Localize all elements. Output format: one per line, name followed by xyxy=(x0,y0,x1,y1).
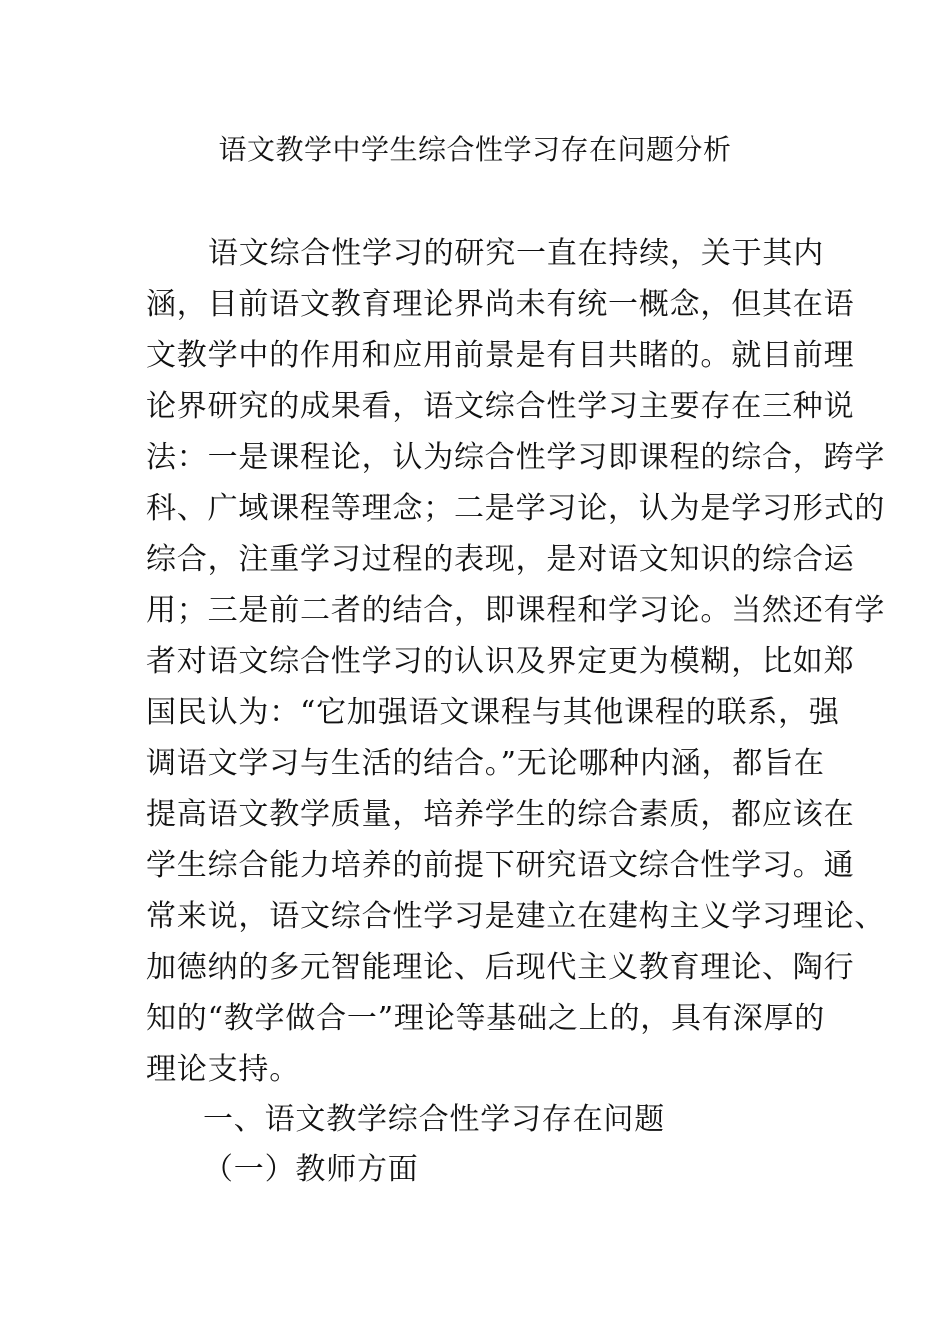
paragraph-line: 法：一是课程论，认为综合性学习即课程的综合，跨学 xyxy=(146,440,886,475)
paragraph-line: 学生综合能力培养的前提下研究语文综合性学习。通 xyxy=(146,848,855,883)
paragraph-line: 综合，注重学习过程的表现，是对语文知识的综合运 xyxy=(146,542,855,577)
paragraph-line: 文教学中的作用和应用前景是有目共睹的。就目前理 xyxy=(146,338,855,373)
document-title: 语文教学中学生综合性学习存在问题分析 xyxy=(218,133,732,166)
paragraph-line: 涵，目前语文教育理论界尚未有统一概念，但其在语 xyxy=(146,287,855,322)
paragraph-line: 语文综合性学习的研究一直在持续，关于其内 xyxy=(208,236,824,271)
paragraph-line: 用；三是前二者的结合，即课程和学习论。当然还有学 xyxy=(146,593,886,628)
subsection-heading: （一）教师方面 xyxy=(203,1152,419,1187)
paragraph-line: 国民认为：“它加强语文课程与其他课程的联系，强 xyxy=(146,695,840,730)
paragraph-line: 科、广域课程等理念；二是学习论，认为是学习形式的 xyxy=(146,491,886,526)
section-heading: 一、语文教学综合性学习存在问题 xyxy=(203,1102,665,1137)
paragraph-line: 知的“教学做合一”理论等基础之上的，具有深厚的 xyxy=(146,1001,826,1036)
paragraph-line: 调语文学习与生活的结合。”无论哪种内涵，都旨在 xyxy=(146,746,825,781)
paragraph-line: 常来说，语文综合性学习是建立在建构主义学习理论、 xyxy=(146,899,886,934)
paragraph-line: 者对语文综合性学习的认识及界定更为模糊，比如郑 xyxy=(146,644,855,679)
paragraph-line: 理论支持。 xyxy=(146,1052,300,1087)
body-paragraph xyxy=(146,228,886,1095)
paragraph-line: 论界研究的成果看，语文综合性学习主要存在三种说 xyxy=(146,389,855,424)
paragraph-line: 加德纳的多元智能理论、后现代主义教育理论、陶行 xyxy=(146,950,855,985)
paragraph-line: 提高语文教学质量，培养学生的综合素质，都应该在 xyxy=(146,797,855,832)
